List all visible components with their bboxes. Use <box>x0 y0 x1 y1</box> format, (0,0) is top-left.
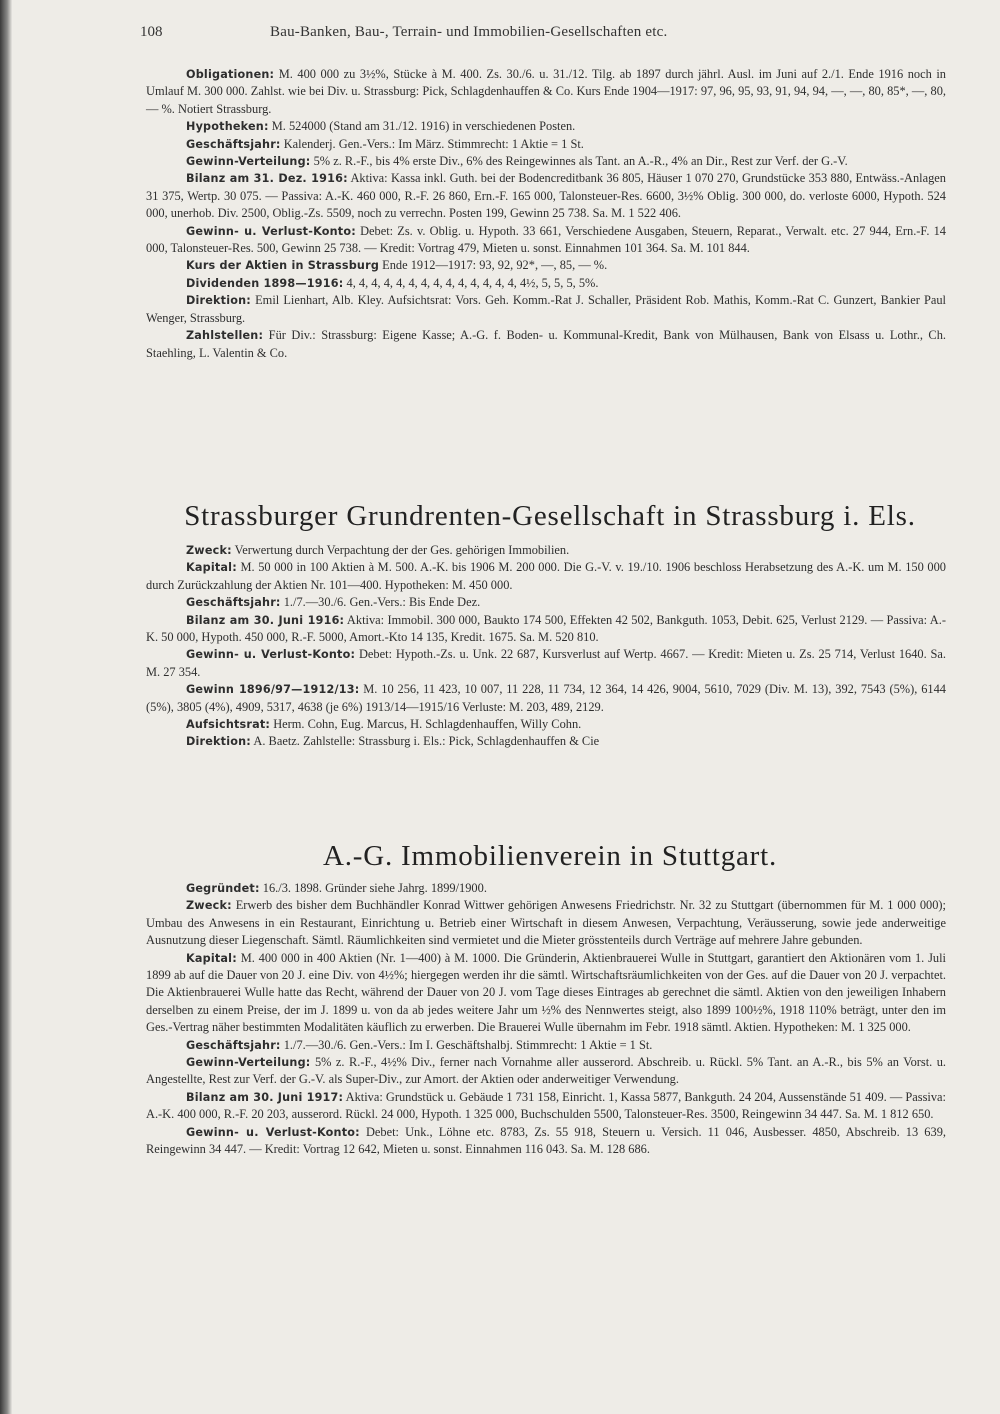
entry-keyword: Kapital: <box>186 561 237 575</box>
entry-text: M. 10 256, 11 423, 10 007, 11 228, 11 734, 12 364, 14 426, 9004, 5610, 7029 (Div. M. 13), 392, 7543 (5%), 6144 (5%), 3805 (4%), 4909, 5317, 4638 (je 6%) 1913/14—1915/16 Verluste: M. 203, 489, 2129. <box>146 682 947 714</box>
paragraph <box>146 559 946 594</box>
entry-text: Für Div.: Strassburg: Eigene Kasse; A.-G. f. Boden- u. Kommunal-Kredit, Bank von Mülhausen, Bank von Elsass u. Lothr., Ch. Staehling, L. Valentin & Co. <box>146 328 946 360</box>
paragraph <box>146 275 946 292</box>
entry-text: Erwerb des bisher dem Buchhändler Konrad Wittwer gehörigen Anwesens Friedrichstr. Nr. 32 zu Stuttgart (übernommen für M. 1 000 000); Umbau des Anwesens in ein Restaurant, Einrichtung u. Betrieb einer Wirtschaft in diesem Anwesen, Verpachtung, Veräusserung, sowie jede anderweitige Ausnutzung dieser Liegenschaft. Sämtl. Räumlichkeiten sind vermietet und die Mieter grösstenteils durch Verträge auf mehrere Jahre gebunden. <box>146 898 946 948</box>
paragraph <box>146 223 946 258</box>
page-number: 108 <box>140 24 163 40</box>
paragraph <box>146 136 946 153</box>
entry-text: Emil Lienhart, Alb. Kley. Aufsichtsrat: Vors. Geh. Komm.-Rat J. Schaller, Präsident Rob. Mathis, Komm.-Rat C. Gunzert, Bankier Paul Wenger, Strassburg. <box>146 293 946 325</box>
entry-keyword: Gewinn 1896/97—1912/13: <box>186 683 360 697</box>
entry-keyword: Geschäftsjahr: <box>186 596 281 610</box>
entry-text: Debet: Hypoth.-Zs. u. Unk. 22 687, Kursverlust auf Wertp. 4667. — Kredit: Mieten u. Zs. 25 714, Verlust 1640. Sa. M. 27 354. <box>146 647 947 679</box>
paragraph <box>146 950 946 1037</box>
entry-text: Verwertung durch Verpachtung der der Ges. gehörigen Immobilien. <box>234 543 570 557</box>
paragraph <box>146 118 946 135</box>
book-spine-shadow <box>0 0 12 1414</box>
entry-text: A. Baetz. Zahlstelle: Strassburg i. Els.: Pick, Schlagdenhauffen & Cie <box>253 734 600 749</box>
entry-keyword: Kurs der Aktien in Strassburg <box>186 259 380 273</box>
entry-keyword: Zahlstellen: <box>186 329 264 343</box>
entry-text: Debet: Zs. v. Oblig. u. Hypoth. 33 661, Verschiedene Ausgaben, Steuern, Reparat., Verwalt. etc. 27 944, Ern.-F. 14 000, Talonsteuer-Res. 500, Gewinn 25 738. — Kredit: Vortrag 479, Mieten u. sonst. Einnahmen 101 364. Sa. M. 101 844. <box>146 223 946 256</box>
paragraph <box>146 170 946 222</box>
entry-keyword: Gewinn- u. Verlust-Konto: <box>186 224 356 238</box>
entry-keyword: Gegründet: <box>186 882 260 895</box>
entry-text: Herm. Cohn, Eug. Marcus, H. Schlagdenhauffen, Willy Cohn. <box>273 717 582 732</box>
entry-keyword: Hypotheken: <box>186 120 269 134</box>
entry-text: M. 524000 (Stand am 31./12. 1916) in verschiedenen Posten. <box>271 119 576 134</box>
entry-text: M. 400 000 zu 3½%, Stücke à M. 400. Zs. 30./6. u. 31./12. Tilg. ab 1897 durch jährl. Ausl. im Juni auf 2./1. Ende 1916 noch in Umlauf M. 300 000. Zahlst. wie bei Div. u. Strassburg: Pick, Schlagdenhauffen & Co. Kurs Ende 1904—1917: 97, 96, 95, 93, 91, 94, 94, —, —, 80, 85*, —, 80, — %. Notiert Strassburg. <box>146 67 946 116</box>
entry-keyword: Zweck: <box>186 544 232 557</box>
entry-text: 1./7.—30./6. Gen.-Vers.: Im I. Geschäftshalbj. Stimmrecht: 1 Aktie = 1 St. <box>283 1037 653 1052</box>
paragraph <box>146 1054 946 1089</box>
section-1-body <box>146 66 946 362</box>
paragraph <box>146 327 946 362</box>
entry-keyword: Gewinn- u. Verlust-Konto: <box>186 648 356 662</box>
paragraph <box>146 292 946 327</box>
paragraph <box>146 646 946 681</box>
entry-keyword: Zweck: <box>186 899 232 913</box>
entry-text: 5% z. R.-F., 4½% Div., ferner nach Vornahme aller ausserord. Abschreib. u. Rückl. 5% Tant. an A.-R., bis 5% an Vorst. u. Angestellte, Rest zur Verf. der G.-V. als Super-Div., zur Amort. der Aktien oder anderweitiger Verwendung. <box>146 1055 947 1087</box>
paragraph <box>146 542 946 559</box>
running-title: Bau-Banken, Bau-, Terrain- und Immobilien-Gesellschaften etc. <box>270 24 668 40</box>
entry-text: 4, 4, 4, 4, 4, 4, 4, 4, 4, 4, 4, 4, 4, 4, 4½, 5, 5, 5, 5%. <box>346 275 599 290</box>
entry-text: M. 400 000 in 400 Aktien (Nr. 1—400) à M. 1000. Die Gründerin, Aktienbrauerei Wulle in Stuttgart, garantiert den Aktionären vom 1. Juli 1899 ab auf die Dauer von 20 J. eine Div. von 4½%; hiergegen werden ihr die sämtl. Wirtschaftsräumlichkeiten von der Ges. auf die Dauer von 20 J. verpachtet. Die Aktienbrauerei Wulle hatte das Recht, während der Dauer von 20 J. vom Tage dieses Eintrages ab gerechnet die sämtl. Aktien von den jeweiligen Inhabern derselben zu einem Preise, der im J. 1899 u. von da ab jedes weitere Jahr um ½% des Nennwertes steigt, also 1899 100½%, 1918 110% beträgt, unter den im Ges.-Vertrag näher bestimmten Modalitäten käuflich zu erwerben. Die Brauerei Wulle übernahm im Febr. 1918 sämtl. Aktien. Hypotheken: M. 1 325 000. <box>146 950 946 1035</box>
entry-keyword: Direktion: <box>186 735 251 749</box>
entry-text: Ende 1912—1917: 93, 92, 92*, —, 85, — %. <box>382 258 608 273</box>
entry-text: Aktiva: Grundstück u. Gebäude 1 731 158, Einricht. 1, Kassa 5877, Bankguth. 24 204, Aussenstände 51 409. — Passiva: A.-K. 400 000, R.-F. 20 203, ausserord. Rückl. 24 000, Hypoth. 1 325 000, Buchschulden 5500, Talonsteuer-Res. 3500, Reingewinn 34 447. Sa. M. 1 812 650. <box>146 1089 946 1122</box>
entry-text: 5% z. R.-F., bis 4% erste Div., 6% des Reingewinnes als Tant. an A.-R., 4% an Dir., Rest zur Verf. der G.-V. <box>313 154 848 169</box>
paragraph <box>146 681 946 716</box>
paragraph <box>146 1037 946 1054</box>
entry-keyword: Geschäftsjahr: <box>186 137 281 151</box>
entry-keyword: Dividenden 1898—1916: <box>186 276 344 290</box>
paragraph <box>146 66 946 118</box>
paragraph <box>146 1124 946 1159</box>
entry-keyword: Gewinn- u. Verlust-Konto: <box>186 1125 360 1139</box>
entry-text: M. 50 000 in 100 Aktien à M. 500. A.-K. bis 1906 M. 200 000. Die G.-V. v. 19./10. 1906 beschloss Herabsetzung des A.-K. um M. 150 000 durch Zurückzahlung der Aktien Nr. 101—400. Hypotheken: M. 450 000. <box>146 560 946 592</box>
company-title-strassburger: Strassburger Grundrenten-Gesellschaft in Strassburg i. Els. <box>184 500 916 532</box>
paragraph <box>146 594 946 611</box>
running-header <box>140 24 950 48</box>
section-2-body <box>146 542 946 751</box>
entry-text: Kalenderj. Gen.-Vers.: Im März. Stimmrecht: 1 Aktie = 1 St. <box>283 136 584 151</box>
entry-keyword: Bilanz am 31. Dez. 1916: <box>186 172 348 186</box>
paragraph <box>146 880 946 897</box>
entry-keyword: Obligationen: <box>186 68 275 81</box>
entry-text: Aktiva: Immobil. 300 000, Baukto 174 500, Effekten 42 502, Bankguth. 1053, Debit. 625, Verlust 2129. — Passiva: A.-K. 50 000, Hypoth. 450 000, R.-F. 5000, Amort.-Kto 14 135, Kredit. 1675. Sa. M. 520 810. <box>146 612 946 645</box>
paragraph <box>146 733 946 750</box>
entry-text: Aktiva: Kassa inkl. Guth. bei der Bodencreditbank 36 805, Häuser 1 070 270, Grundstücke 353 880, Entwäss.-Anlagen 31 375, Wertp. 30 075. — Passiva: A.-K. 460 000, R.-F. 26 860, Ern.-F. 165 000, Talonsteuer-Res. 6600, 3½% Oblig. 300 000, do. verloste 6000, Hypoth. 524 000, unerhob. Div. 2500, Oblig.-Zs. 5509, noch zu verrechn. Posten 199, Gewinn 25 738. Sa. M. 1 522 406. <box>146 171 947 221</box>
entry-keyword: Bilanz am 30. Juni 1916: <box>186 613 345 627</box>
entry-keyword: Bilanz am 30. Juni 1917: <box>186 1090 344 1104</box>
entry-text: 1./7.—30./6. Gen.-Vers.: Bis Ende Dez. <box>283 595 481 610</box>
entry-keyword: Gewinn-Verteilung: <box>186 1056 311 1070</box>
paragraph <box>146 897 946 949</box>
section-3-body <box>146 880 946 1159</box>
entry-keyword: Direktion: <box>186 294 251 308</box>
paragraph <box>146 1089 946 1124</box>
paragraph <box>146 612 946 647</box>
entry-text: 16./3. 1898. Gründer siehe Jahrg. 1899/1900. <box>262 881 487 895</box>
entry-keyword: Gewinn-Verteilung: <box>186 155 311 169</box>
paragraph <box>146 716 946 733</box>
company-title-stuttgart: A.-G. Immobilienverein in Stuttgart. <box>322 840 778 872</box>
entry-keyword: Kapital: <box>186 951 237 965</box>
paragraph <box>146 153 946 170</box>
paragraph <box>146 257 946 274</box>
entry-keyword: Geschäftsjahr: <box>186 1038 281 1052</box>
entry-text: Debet: Unk., Löhne etc. 8783, Zs. 55 918, Steuern u. Versich. 11 046, Ausbesser. 4850, Abschreib. 13 639, Reingewinn 34 447. — Kredit: Vortrag 12 642, Mieten u. sonst. Einnahmen 116 043. Sa. M. 128 686. <box>146 1124 946 1157</box>
entry-keyword: Aufsichtsrat: <box>186 718 271 732</box>
